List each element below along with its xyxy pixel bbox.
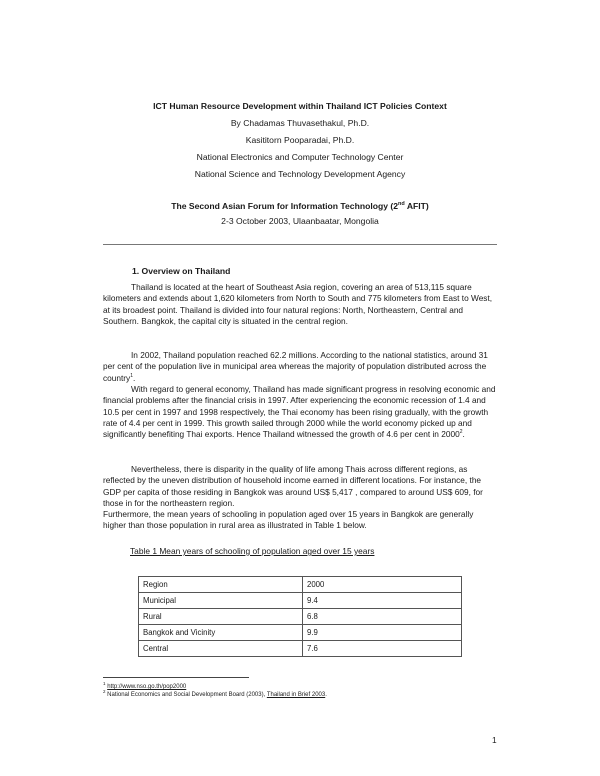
author-line: By Chadamas Thuvasethakul, Ph.D. xyxy=(230,118,370,128)
paragraph-disparity xyxy=(103,464,497,532)
forum-title xyxy=(0,199,600,212)
footnote-2-reference: Thailand in Brief 2003 xyxy=(266,692,326,698)
table-row xyxy=(139,625,462,641)
table-row xyxy=(139,641,462,657)
paragraph-disparity-text: Nevertheless, there is disparity in the quality of life among Thais across different regions, as reflected by the uneven distribution of household income earned in different locations. For instance, the GDP per capita of those residing in Bangkok was around US$ 5,417 , compared to around US$ 609, for those in for the northeastern region. xyxy=(103,464,483,508)
second-author: Kasititorn Pooparadai, Ph.D. xyxy=(245,135,355,145)
affiliation-2: National Science and Technology Development Agency xyxy=(194,169,406,179)
table-row xyxy=(139,609,462,625)
table-row xyxy=(139,593,462,609)
footnote-2 xyxy=(103,688,327,699)
paragraph-location xyxy=(103,282,497,327)
footnote-ref-2[interactable]: 2 xyxy=(459,429,463,436)
footnote-divider xyxy=(103,677,249,678)
footnote-2-end: . xyxy=(325,692,327,698)
affiliation-1: National Electronics and Computer Technology Center xyxy=(196,152,404,162)
paragraph-location-text: Thailand is located at the heart of Southeast Asia region, covering an area of 513,115 square kilometers and extends about 1,620 kilometers from North to South and 775 kilometers from East to West, at its broadest point. Thailand is divided into four natural regions: North, Northeastern, Central and Southern. Bangkok, the capital city is situated in the central region. xyxy=(103,282,493,326)
section-heading: 1. Overview on Thailand xyxy=(132,266,231,276)
paragraph-population xyxy=(103,350,497,384)
footnote-1-link[interactable]: http://www.nso.go.th/pop2000 xyxy=(107,684,187,690)
paragraph-population-end: . xyxy=(133,372,136,383)
table-cell: Region xyxy=(139,577,303,593)
paragraph-schooling-text: Furthermore, the mean years of schooling in population aged over 15 years in Bangkok are generally higher than those population in rural area as illustrated in Table 1 below. xyxy=(103,509,474,531)
forum-title-superscript: nd xyxy=(398,201,405,207)
table-cell: Central xyxy=(139,641,303,657)
table-caption: Table 1 Mean years of schooling of population aged over 15 years xyxy=(130,546,375,556)
footnote-2-text: National Economics and Social Development Board (2003), xyxy=(105,692,267,698)
table-cell: Bangkok and Vicinity xyxy=(139,625,303,641)
paper-title: ICT Human Resource Development within Thailand ICT Policies Context xyxy=(153,101,447,111)
paragraph-population-text: In 2002, Thailand population reached 62.2 millions. According to the national statistics, around 31 per cent of the population live in municipal area whereas the majority of population distributed across the country xyxy=(103,350,488,383)
table-cell: Municipal xyxy=(139,593,303,609)
paragraph-economy-end: . xyxy=(462,429,465,440)
forum-title-prefix: The Second Asian Forum for Information Technology (2 xyxy=(171,200,399,211)
table-cell: 9.9 xyxy=(303,625,462,641)
page-number: 1 xyxy=(492,735,497,745)
paragraph-economy-text: With regard to general economy, Thailand has made significant progress in resolving economic and financial problems after the financial crisis in 1997. After experiencing the economic recession of 1.4 and 10.5 per cent in 1997 and 1998 respectively, the Thai economy has been rising gradually, with the growth rate of 4.4 per cent in 1999. This growth sailed through 2000 while the world economy picked up and significantly benefiting Thai exports. Hence Thailand witnessed the growth of 4.6 per cent in 2000 xyxy=(103,384,496,440)
table-cell: 6.8 xyxy=(303,609,462,625)
footnote-ref-1[interactable]: 1 xyxy=(130,372,133,379)
header-divider xyxy=(103,244,497,245)
forum-title-suffix: AFIT) xyxy=(404,200,429,211)
table-cell: 2000 xyxy=(303,577,462,593)
footnote-2-mark: 2 xyxy=(103,689,106,694)
table-cell: Rural xyxy=(139,609,303,625)
forum-dates: 2-3 October 2003, Ulaanbaatar, Mongolia xyxy=(221,216,379,226)
footnote-1-mark: 1 xyxy=(103,681,106,686)
table-header-row xyxy=(139,577,462,593)
table-cell: 7.6 xyxy=(303,641,462,657)
paragraph-economy xyxy=(103,384,497,440)
schooling-table xyxy=(138,576,462,657)
table-cell: 9.4 xyxy=(303,593,462,609)
